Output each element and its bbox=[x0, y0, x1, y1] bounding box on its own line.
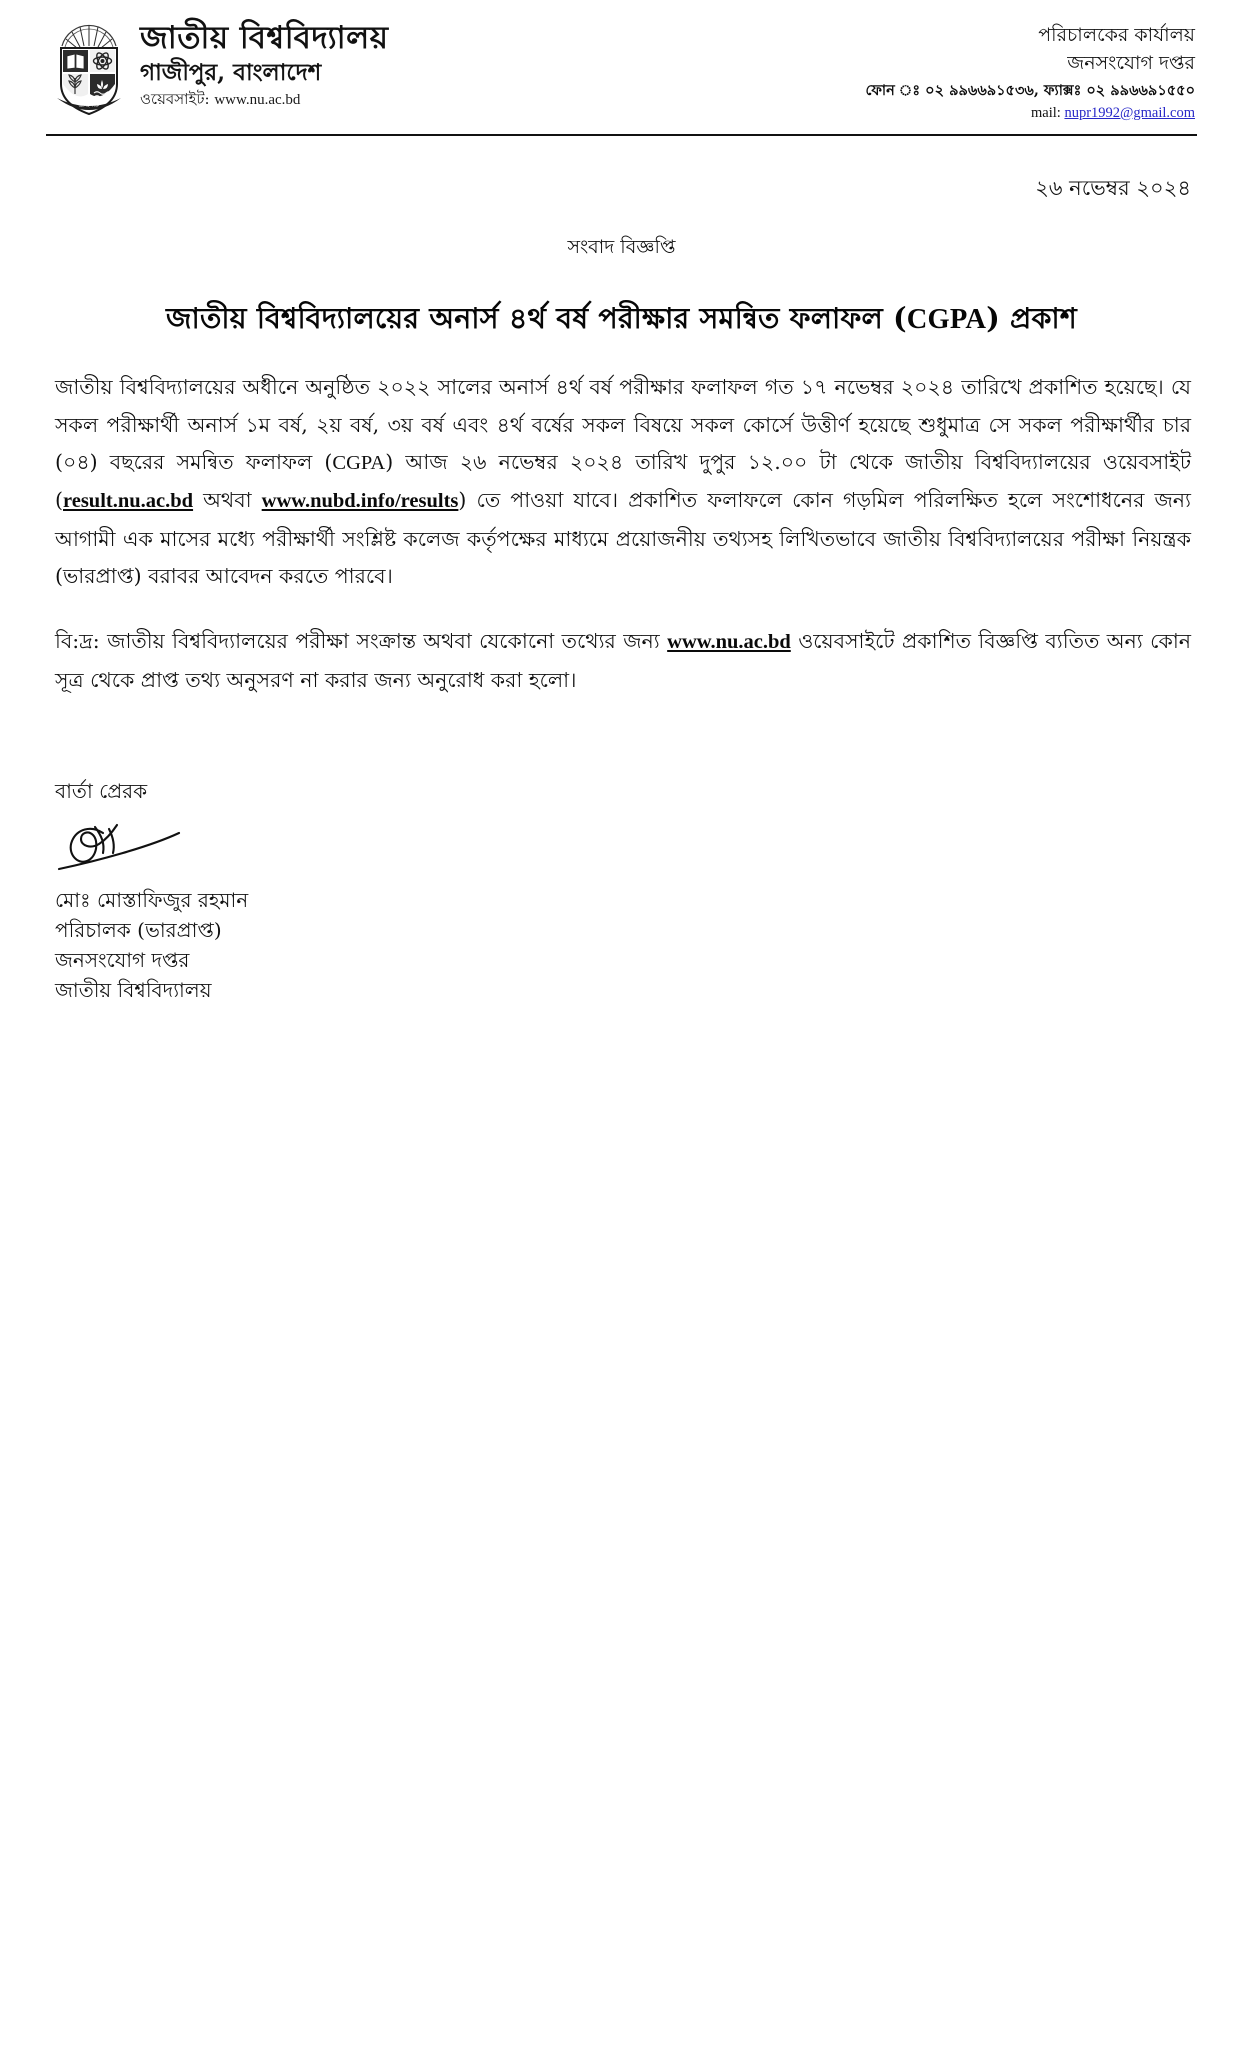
result-website-link[interactable]: result.nu.ac.bd bbox=[63, 490, 194, 513]
para1-text-b: ) আজ ২৬ নভেম্বর ২০২৪ তারিখ দুপুর ১২.০০ টা থেকে জাতীয় বিশ্ববিদ্যালয়ের ওয়েবসাইট ( bbox=[55, 450, 1191, 513]
paragraph-main bbox=[55, 369, 1191, 595]
page-title bbox=[40, 299, 1203, 339]
date-row bbox=[0, 136, 1243, 207]
document-date: ২৬ নভেম্বর ২০২৪ bbox=[1035, 176, 1191, 200]
mail-address[interactable]: nupr1992@gmail.com bbox=[1064, 104, 1195, 121]
headline-cgpa: CGPA bbox=[906, 304, 987, 335]
paragraph-note bbox=[55, 623, 1191, 699]
para1-text-c: অথবা bbox=[193, 488, 262, 513]
subject-row bbox=[0, 233, 1243, 265]
letterhead bbox=[0, 0, 1243, 128]
org-city: গাজীপুর, বাংলাদেশ bbox=[140, 58, 322, 86]
office-mail-line bbox=[865, 103, 1195, 125]
signature-block bbox=[55, 777, 1243, 1005]
signatory-role: পরিচালক (ভারপ্রাপ্ত) bbox=[55, 917, 222, 942]
mail-label: mail: bbox=[1031, 104, 1061, 121]
signatory-department: জনসংযোগ দপ্তর bbox=[55, 947, 190, 972]
headline-part-2: ) প্রকাশ bbox=[986, 301, 1077, 335]
document-body bbox=[55, 369, 1191, 698]
office-name: পরিচালকের কার্যালয় bbox=[1038, 24, 1195, 46]
letterhead-right bbox=[865, 14, 1195, 125]
university-crest-icon bbox=[52, 16, 126, 120]
para1-cgpa: CGPA bbox=[332, 452, 386, 475]
organization-block bbox=[140, 14, 388, 111]
para2-text-b: ওয়েবসাইটে প্রকাশিত বিজ্ঞপ্তি ব্যতিত অন্য কোন সূত্র থেকে প্রাপ্ত তথ্য অনুসরণ না করার জন্য অনুরোধ করা হলো। bbox=[55, 629, 1191, 692]
svg-text:জ্ঞানই শক্তি: জ্ঞানই শক্তি bbox=[78, 104, 100, 109]
letterhead-left bbox=[52, 14, 388, 120]
office-phone-line: ফোন ঃ ০২ ৯৯৬৬৯১৫৩৬, ফ্যাক্সঃ ০২ ৯৯৬৬৯১৫৫০ bbox=[865, 82, 1195, 100]
nu-website-link[interactable]: www.nu.ac.bd bbox=[667, 631, 791, 654]
document-subject: সংবাদ বিজ্ঞপ্তি bbox=[567, 236, 676, 258]
org-website-label: ওয়েবসাইট: bbox=[140, 90, 210, 109]
signatory-organization: জাতীয় বিশ্ববিদ্যালয় bbox=[55, 977, 212, 1002]
nubd-results-link[interactable]: www.nubd.info/results bbox=[261, 490, 459, 513]
para1-text-a: জাতীয় বিশ্ববিদ্যালয়ের অধীনে অনুষ্ঠিত ২০২২ সালের অনার্স ৪র্থ বর্ষ পরীক্ষার ফলাফল গত ১৭ নভেম্বর ২০২৪ তারিখে প্রকাশিত হয়েছে। যে সকল পরীক্ষার্থী অনার্স ১ম বর্ষ, ২য় বর্ষ, ৩য় বর্ষ এবং ৪র্থ বর্ষের সকল বিষয়ে সকল কোর্সে উত্তীর্ণ হয়েছে শুধুমাত্র সে সকল পরীক্ষার্থীর চার (০৪) বছরের সমন্বিত ফলাফল ( bbox=[55, 375, 1191, 475]
org-website-line bbox=[140, 90, 388, 111]
office-department: জনসংযোগ দপ্তর bbox=[1067, 51, 1195, 74]
signatory-name: মোঃ মোস্তাফিজুর রহমান bbox=[55, 887, 249, 912]
sender-label: বার্তা প্রেরক bbox=[55, 778, 148, 803]
headline-part-1: জাতীয় বিশ্ববিদ্যালয়ের অনার্স ৪র্থ বর্ষ পরীক্ষার সমন্বিত ফলাফল ( bbox=[166, 301, 907, 335]
org-name: জাতীয় বিশ্ববিদ্যালয় bbox=[140, 20, 389, 56]
para1-text-d: ) তে পাওয়া যাবে। প্রকাশিত ফলাফলে কোন গড়মিল পরিলক্ষিত হলে সংশোধনের জন্য আগামী এক মাসের মধ্যে পরীক্ষার্থী সংশ্লিষ্ট কলেজ কর্তৃপক্ষের মাধ্যমে প্রয়োজনীয় তথ্যসহ লিখিতভাবে জাতীয় বিশ্ববিদ্যালয়ের পরীক্ষা নিয়ন্ত্রক (ভারপ্রাপ্ত) বরাবর আবেদন করতে পারবে। bbox=[55, 488, 1191, 588]
para2-text-a: বি:দ্র: জাতীয় বিশ্ববিদ্যালয়ের পরীক্ষা সংক্রান্ত অথবা যেকোনো তথ্যের জন্য bbox=[55, 629, 668, 654]
handwritten-signature-icon bbox=[57, 811, 247, 883]
org-website-url[interactable]: www.nu.ac.bd bbox=[214, 92, 301, 109]
